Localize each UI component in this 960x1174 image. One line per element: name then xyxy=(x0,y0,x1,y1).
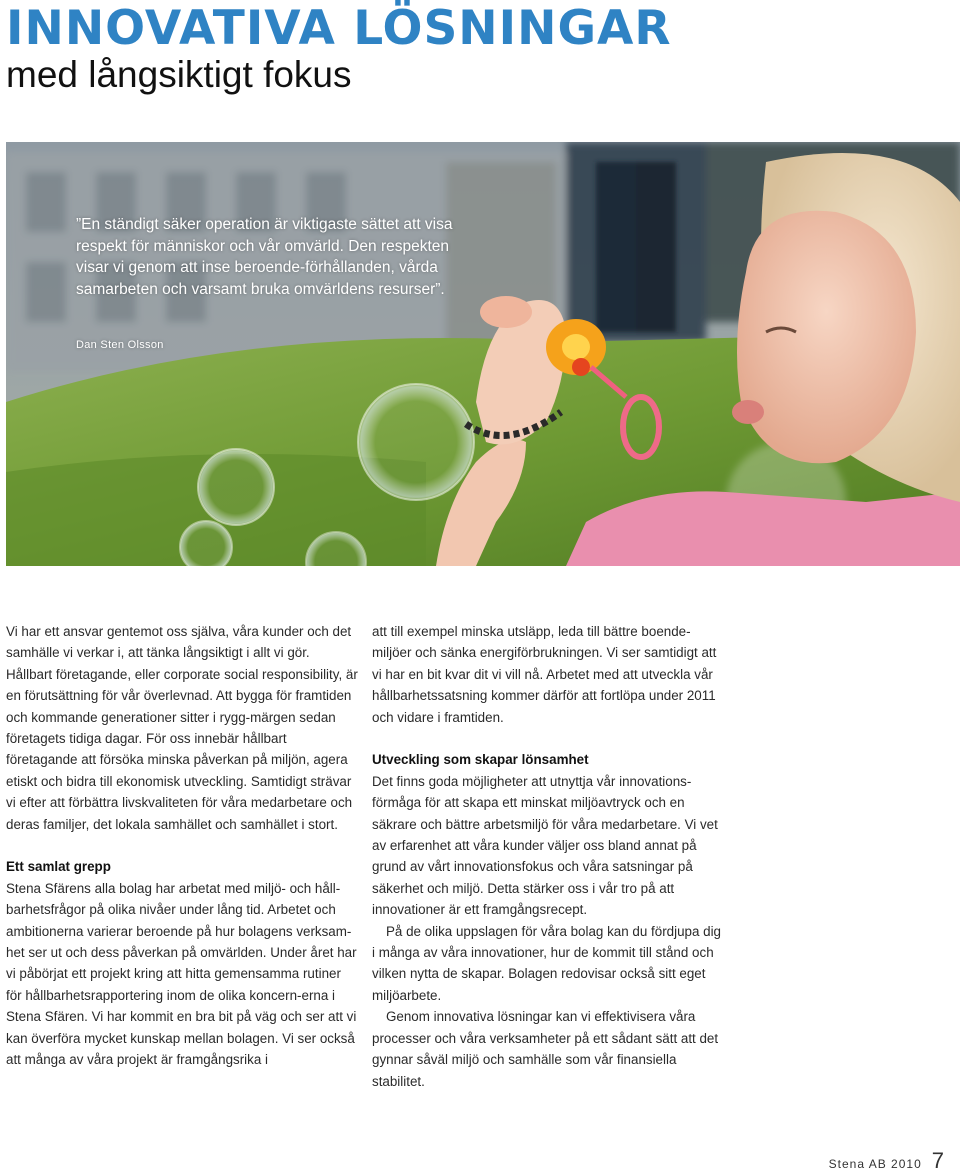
section-heading-utveckling: Utveckling som skapar lönsamhet xyxy=(372,752,589,768)
page-number: 7 xyxy=(931,1148,944,1173)
section-heading-ett-samlat-grepp: Ett samlat grepp xyxy=(6,859,111,875)
page-title: INNOVATIVA LÖSNINGAR xyxy=(6,1,672,56)
section-paragraph-1: Det finns goda möjligheter att utnyttja vår innovations-förmåga för att skapa ett minskat miljöavtryck och en säkrare och bättre arbetsmiljö för våra medarbetare. Vi vet av erfarenhet att våra kunder väljer oss bland annat på grund av vårt innovationsfokus och våra satsningar på säkerhet och miljö. Detta stärker oss i vår tro på att innovationer är ett framgångsrecept. xyxy=(372,773,718,918)
intro-paragraph: Vi har ett ansvar gentemot oss själva, våra kunder och det samhälle vi verkar i, att tänka långsiktigt i allt vi gör. Hållbart företagande, eller corporate social responsibility, är en förutsättning för vår överlevnad. Att bygga för framtiden och kommande generationer sitter i rygg-märgen sedan företagets tidiga dagar. För oss innebär hållbart företagande att försöka minska påverkan på miljön, agera etiskt och bidra till ekonomisk utveckling. Samtidigt strävar vi efter att förbättra livskvaliteten för våra medarbetare och deras familjer, det lokala samhället och samhället i stort. xyxy=(6,624,358,832)
left-column xyxy=(6,621,358,1071)
paragraph-gap xyxy=(6,835,358,856)
hero-photo xyxy=(6,142,960,566)
section-paragraph-2: På de olika uppslagen för våra bolag kan du fördjupa dig i många av våra innovationer, hur de kommit till stånd och vilken nytta de skapar. Bolagen redovisar också sitt eget miljöarbete. xyxy=(372,923,722,1003)
publication-name: Stena AB 2010 xyxy=(828,1157,922,1171)
quote-author: Dan Sten Olsson xyxy=(76,339,164,351)
page-subtitle: med långsiktigt fokus xyxy=(6,54,352,95)
right-column xyxy=(372,621,722,1092)
page-footer xyxy=(829,1148,944,1174)
continued-paragraph: att till exempel minska utsläpp, leda till bättre boende-miljöer och sänka energiförbrukningen. Vi ser samtidigt att vi har en bit kvar dit vi vill nå. Arbetet med att utveckla vår hållbarhetssatsning kommer därför att fortlöpa under 2011 och vidare i framtiden. xyxy=(372,624,717,725)
pull-quote: ”En ständigt säker operation är viktigaste sättet att visa respekt för människor och vår omvärld. Den respekten visar vi genom att inse beroende-förhållanden, vårda samarbeten och varsamt bruka omvärldens resurser”. xyxy=(76,216,453,298)
section-paragraph: Stena Sfärens alla bolag har arbetat med miljö- och håll-barhetsfrågor på olika nivåer under lång tid. Arbetet och ambitionerna varierar beroende på hur bolagens verksam-het ser ut och dess påverkan på omvärlden. Under året har vi påbörjat ett projekt kring att hitta gemensamma rutiner för hållbarhetsrapportering inom de olika koncern-erna i Stena Sfären. Vi har kommit en bra bit på väg och ser att vi kan överföra mycket kunskap mellan bolagen. Vi ser också att många av våra projekt är framgångsrika i xyxy=(6,880,357,1068)
section-paragraph-3: Genom innovativa lösningar kan vi effektivisera våra processer och våra verksamheter på ett sådant sätt att det gynnar såväl miljö och samhälle som vår finansiella stabilitet. xyxy=(372,1009,719,1089)
paragraph-gap xyxy=(372,728,722,749)
child-bubbles-illustration xyxy=(6,142,960,566)
